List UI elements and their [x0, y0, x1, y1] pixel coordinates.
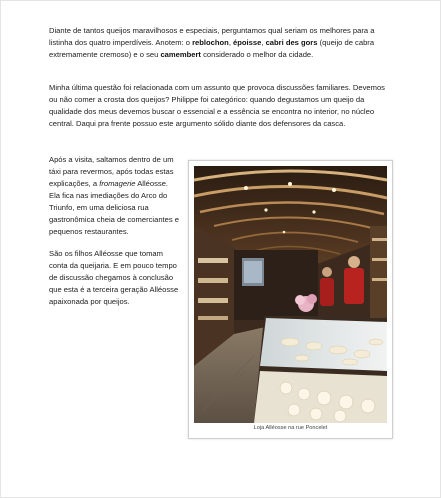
cheese-name-cabri: cabri des gors	[265, 38, 318, 47]
shop-photo	[194, 166, 387, 423]
left-column	[49, 154, 181, 318]
paragraph-cheeses	[49, 25, 395, 61]
figure-caption: Loja Alléosse na rue Poncelet	[253, 425, 328, 431]
paragraph-text: Alléosse. Ela fica nas imediações do Arco do Triunfo, em uma deliciosa rua gastronômica cheia de comerciantes e pequenos restaurantes.	[49, 179, 180, 236]
paragraph-text: considerado o melhor da cidade.	[200, 50, 314, 59]
paragraph-text: Diante de tantos queijos maravilhosos e especiais, perguntamos qual seriam os melhores para a listinha dos quatro imperdíveis. Anotem: o	[49, 26, 375, 47]
paragraph-crust: Minha última questão foi relacionada com um assunto que provoca discussões familiares. Devemos ou não comer a crosta dos queijos? Philippe foi categórico: quando degustamos um queijo da qualidade dos meus devemos buscar o essencial e a essência se encontra no interior, no núcleo central. Daqui pra frente possuo este argumento sólido diante dos defensores da casca.	[49, 83, 385, 128]
paragraph-visit	[49, 154, 181, 238]
paragraph-family: São os filhos Alléosse que tomam conta da queijaria. E em pouco tempo de discussão chegamos à conclusão que esta é a terceira geração Alléosse apaixonada por queijos.	[49, 249, 179, 306]
separator: ,	[228, 38, 234, 47]
cheese-name-epoisse: époisse	[233, 38, 262, 47]
cheese-name-camembert: camembert	[160, 50, 201, 59]
paragraph-text: Após a visita, saltamos dentro de um táxi para revermos, após todas estas explicações, a	[49, 155, 174, 188]
cheese-name-reblochon: reblochon	[192, 38, 229, 47]
shop-figure	[188, 160, 393, 439]
separator: ,	[261, 38, 266, 47]
paragraph-text: (queijo de cabra extremamente cremoso) e o seu	[49, 38, 375, 59]
italic-word: fromagerie	[99, 179, 136, 188]
